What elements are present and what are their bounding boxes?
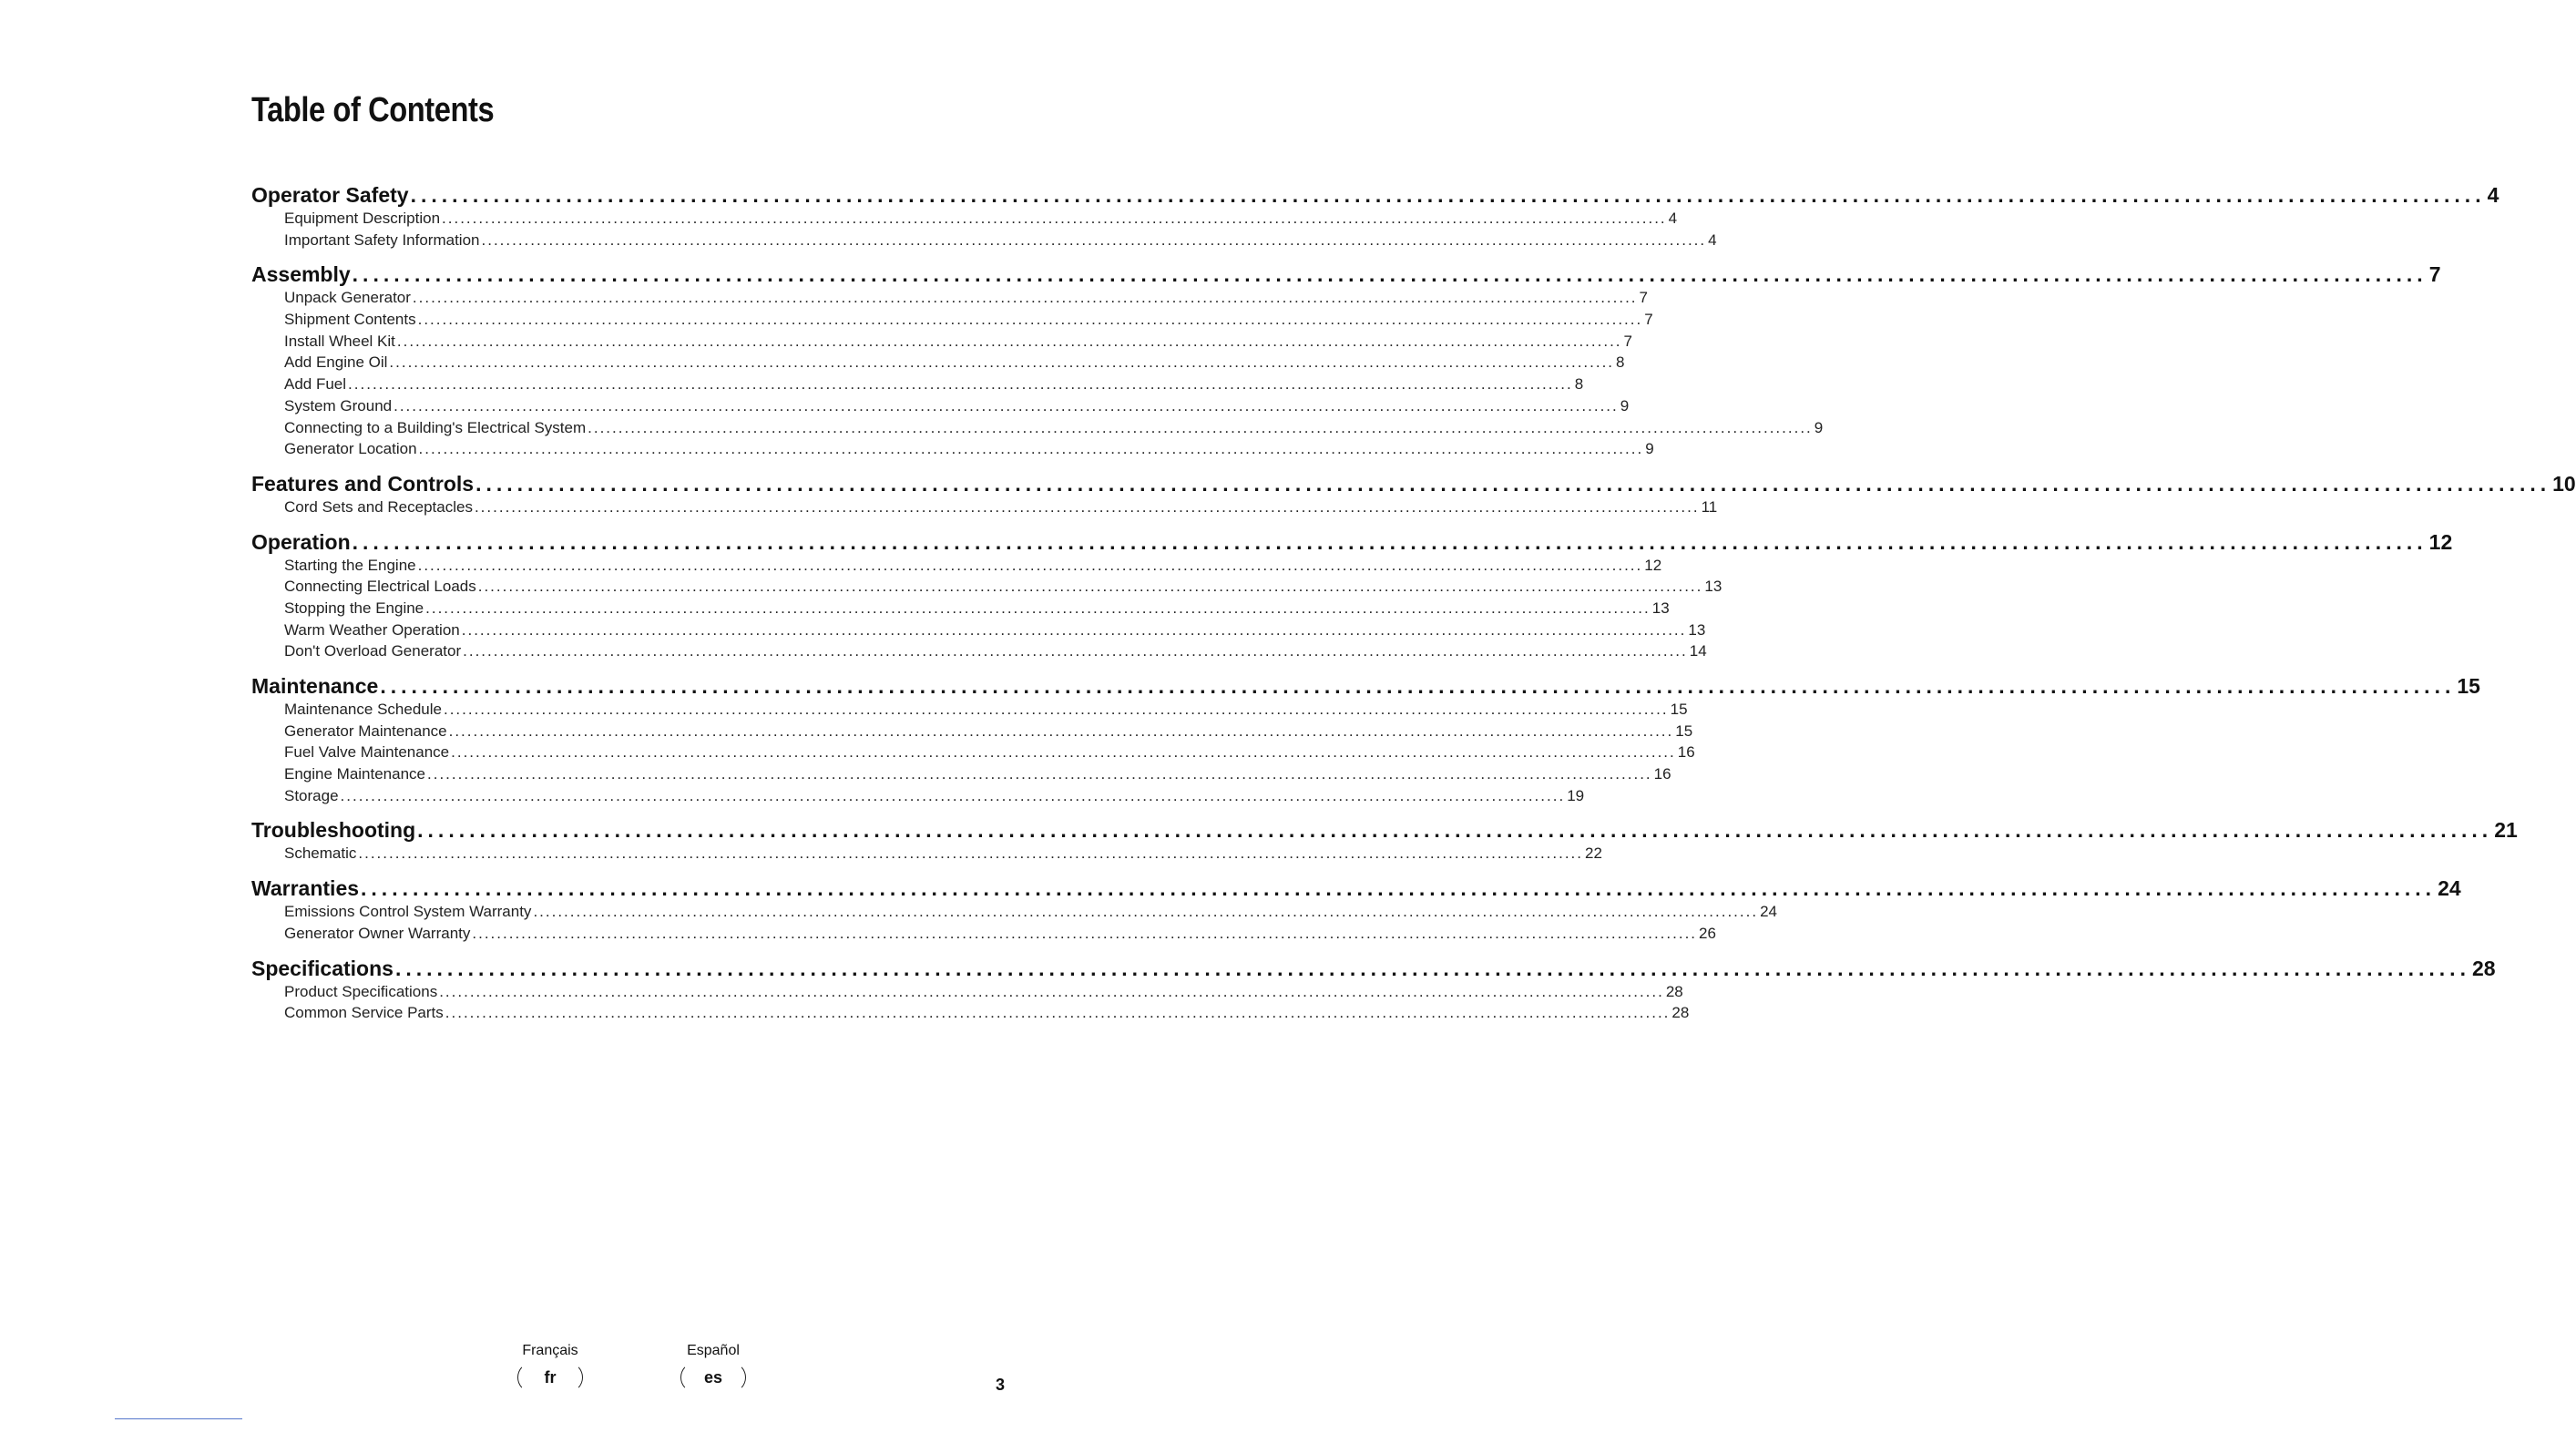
toc-entry-label: Emissions Control System Warranty: [284, 903, 532, 921]
toc-entry[interactable]: [251, 785, 1585, 807]
toc-entry-label: Warm Weather Operation: [284, 620, 460, 639]
dot-leader: ........................................................................................................................................................................................................: [410, 183, 2486, 207]
dot-leader: ........................................................................................................................................................................................................: [348, 375, 1573, 394]
dot-leader: ........................................................................................................................................................................................................: [396, 332, 1622, 350]
dot-leader: ........................................................................................................................................................................................................: [451, 743, 1676, 762]
toc-section-heading-page-number: 7: [2428, 262, 2441, 287]
toc-entry-label: Equipment Description: [284, 210, 441, 227]
toc-entry-page-number: 24: [1760, 903, 1777, 921]
toc-entry-page-number: 16: [1677, 743, 1695, 762]
dot-leader: ........................................................................................................................................................................................................: [461, 620, 1687, 639]
page-title: Table of Contents: [251, 91, 495, 129]
dot-leader: ........................................................................................................................................................................................................: [361, 876, 2437, 901]
toc-entry[interactable]: [251, 576, 1722, 598]
toc-section-heading-label: Operation: [251, 529, 351, 554]
toc-entry[interactable]: [251, 230, 1717, 251]
dot-leader: ........................................................................................................................................................................................................: [474, 497, 1700, 516]
toc-entry-page-number: 16: [1653, 765, 1671, 783]
toc-entry-label: Fuel Valve Maintenance: [284, 743, 450, 762]
toc-entry[interactable]: [251, 843, 1602, 865]
toc-section-heading-label: Specifications: [251, 956, 394, 980]
toc-entry-label: Connecting Electrical Loads: [284, 578, 476, 596]
toc-entry-label: Important Safety Information: [284, 230, 480, 249]
dot-leader: ........................................................................................................................................................................................................: [352, 529, 2428, 554]
dot-leader: ........................................................................................................................................................................................................: [463, 642, 1688, 660]
toc-section-heading-page-number: 10: [2552, 471, 2576, 496]
table-of-contents: [251, 182, 2576, 1035]
toc-section-heading[interactable]: [251, 817, 2518, 843]
toc-section: [251, 673, 2480, 806]
toc-entry-page-number: 7: [1623, 332, 1632, 350]
toc-section-heading-label: Features and Controls: [251, 471, 475, 496]
toc-entry[interactable]: [251, 374, 1584, 395]
toc-entry-label: Generator Maintenance: [284, 722, 447, 740]
toc-entry-label: Add Engine Oil: [284, 353, 388, 372]
toc-entry[interactable]: [251, 417, 1824, 439]
toc-section-heading-page-number: 4: [2487, 183, 2499, 207]
toc-section: [251, 471, 2576, 518]
toc-entry-page-number: 11: [1701, 497, 1718, 516]
toc-entry-page-number: 8: [1574, 375, 1584, 394]
toc-entry[interactable]: [251, 1002, 1690, 1024]
toc-entry-page-number: 28: [1665, 982, 1683, 1000]
dot-leader: ........................................................................................................................................................................................................: [417, 818, 2493, 843]
toc-entry-label: Don't Overload Generator: [284, 642, 462, 660]
toc-entry-page-number: 4: [1708, 230, 1717, 249]
toc-section-heading[interactable]: [251, 182, 2499, 208]
dot-leader: ........................................................................................................................................................................................................: [418, 440, 1644, 458]
toc-section-heading-page-number: 12: [2428, 529, 2453, 554]
toc-section: [251, 182, 2499, 251]
toc-entry-page-number: 13: [1688, 620, 1706, 639]
dot-leader: ........................................................................................................................................................................................................: [445, 1004, 1671, 1022]
toc-section-heading-page-number: 15: [2457, 674, 2480, 698]
toc-section-heading-label: Troubleshooting: [251, 818, 416, 843]
dot-leader: ........................................................................................................................................................................................................: [417, 556, 1643, 574]
language-label: Français: [522, 1343, 578, 1358]
toc-entry[interactable]: [251, 438, 1654, 460]
toc-entry-page-number: 9: [1645, 440, 1654, 458]
toc-entry-label: Stopping the Engine: [284, 599, 424, 617]
toc-entry-page-number: 15: [1675, 722, 1693, 740]
toc-entry-label: Unpack Generator: [284, 289, 411, 307]
toc-entry-label: Connecting to a Building's Electrical System: [284, 418, 587, 436]
dot-leader: ........................................................................................................................................................................................................: [475, 471, 2551, 496]
toc-entry-label: Engine Maintenance: [284, 765, 426, 783]
toc-section: [251, 875, 2461, 944]
dot-leader: ........................................................................................................................................................................................................: [472, 924, 1698, 942]
toc-entry-label: Common Service Parts: [284, 1004, 444, 1022]
toc-entry[interactable]: [251, 598, 1670, 619]
toc-entry-label: Add Fuel: [284, 375, 347, 394]
dot-leader: ........................................................................................................................................................................................................: [394, 956, 2470, 980]
toc-entry-page-number: 14: [1689, 642, 1707, 660]
toc-entry-page-number: 22: [1585, 844, 1602, 863]
toc-entry[interactable]: [251, 309, 1653, 331]
toc-section-heading-label: Warranties: [251, 876, 360, 901]
toc-entry-page-number: 28: [1671, 1004, 1690, 1022]
toc-entry[interactable]: [251, 208, 1678, 230]
toc-section-heading-label: Assembly: [251, 262, 351, 287]
dot-leader: ........................................................................................................................................................................................................: [412, 289, 1638, 307]
page-number: 3: [996, 1376, 1006, 1394]
toc-entry[interactable]: [251, 331, 1632, 353]
dot-leader: ........................................................................................................................................................................................................: [477, 578, 1703, 596]
dot-leader: ........................................................................................................................................................................................................: [340, 786, 1566, 804]
dot-leader: ........................................................................................................................................................................................................: [442, 210, 1667, 227]
toc-entry[interactable]: [251, 395, 1630, 417]
toc-entry-label: Shipment Contents: [284, 311, 416, 329]
toc-entry-label: Generator Location: [284, 440, 417, 458]
toc-section-heading-page-number: 21: [2494, 818, 2518, 843]
toc-entry[interactable]: [251, 901, 1777, 923]
dot-leader: ........................................................................................................................................................................................................: [481, 230, 1707, 249]
toc-entry-label: Storage: [284, 786, 339, 804]
toc-entry-page-number: 4: [1668, 210, 1678, 227]
toc-entry-label: Schematic: [284, 844, 357, 863]
toc-entry[interactable]: [251, 496, 1718, 518]
toc-section-heading-label: Maintenance: [251, 674, 379, 698]
toc-entry-page-number: 9: [1620, 396, 1630, 414]
toc-entry[interactable]: [251, 981, 1683, 1003]
toc-entry[interactable]: [251, 742, 1695, 763]
toc-section-heading[interactable]: [251, 673, 2480, 699]
toc-section-heading-page-number: 28: [2471, 956, 2496, 980]
toc-section: [251, 529, 2453, 662]
toc-entry-page-number: 19: [1567, 786, 1585, 804]
toc-entry-page-number: 13: [1651, 599, 1670, 617]
toc-section-heading[interactable]: [251, 956, 2496, 981]
toc-entry-label: Maintenance Schedule: [284, 701, 442, 718]
toc-section-heading-label: Operator Safety: [251, 183, 409, 207]
toc-entry-page-number: 7: [1639, 289, 1649, 307]
dot-leader: ........................................................................................................................................................................................................: [380, 674, 2456, 698]
language-link-spanish[interactable]: [677, 1343, 750, 1392]
toc-entry[interactable]: [251, 763, 1671, 785]
toc-section-heading[interactable]: [251, 875, 2461, 901]
toc-entry-label: Product Specifications: [284, 982, 438, 1000]
toc-entry[interactable]: [251, 640, 1707, 662]
toc-entry-label: Starting the Engine: [284, 556, 416, 574]
dot-leader: ........................................................................................................................................................................................................: [588, 418, 1813, 436]
toc-entry-page-number: 9: [1814, 418, 1824, 436]
dot-leader: ........................................................................................................................................................................................................: [352, 262, 2428, 287]
toc-entry-page-number: 8: [1616, 353, 1625, 372]
dot-leader: ........................................................................................................................................................................................................: [533, 903, 1759, 921]
toc-section: [251, 817, 2518, 865]
language-link-french[interactable]: [514, 1343, 587, 1392]
toc-entry[interactable]: [251, 721, 1693, 742]
toc-section-heading[interactable]: [251, 471, 2576, 496]
dot-leader: ........................................................................................................................................................................................................: [427, 765, 1652, 783]
language-code-badge[interactable]: fr: [517, 1363, 583, 1392]
toc-entry-label: Cord Sets and Receptacles: [284, 497, 473, 516]
toc-entry-page-number: 13: [1704, 578, 1722, 596]
toc-entry[interactable]: [251, 555, 1662, 577]
toc-section-heading[interactable]: [251, 529, 2453, 555]
dot-leader: ........................................................................................................................................................................................................: [439, 982, 1664, 1000]
dot-leader: ........................................................................................................................................................................................................: [394, 396, 1619, 414]
dot-leader: ........................................................................................................................................................................................................: [443, 701, 1669, 718]
toc-entry-label: System Ground: [284, 396, 393, 414]
toc-entry[interactable]: [251, 923, 1716, 945]
toc-entry[interactable]: [251, 287, 1649, 309]
toc-entry-page-number: 15: [1670, 701, 1688, 718]
dot-leader: ........................................................................................................................................................................................................: [448, 722, 1674, 740]
dot-leader: ........................................................................................................................................................................................................: [425, 599, 1651, 617]
dot-leader: ........................................................................................................................................................................................................: [358, 844, 1584, 863]
toc-entry-page-number: 7: [1644, 311, 1653, 329]
toc-entry-page-number: 12: [1644, 556, 1662, 574]
footer-divider: [115, 1418, 242, 1419]
toc-section-heading-page-number: 24: [2438, 876, 2461, 901]
toc-section: [251, 956, 2496, 1024]
dot-leader: ........................................................................................................................................................................................................: [417, 311, 1643, 329]
toc-entry[interactable]: [251, 352, 1625, 374]
toc-entry[interactable]: [251, 619, 1706, 641]
toc-section: [251, 261, 2441, 460]
toc-section-heading[interactable]: [251, 261, 2441, 287]
dot-leader: ........................................................................................................................................................................................................: [389, 353, 1615, 372]
toc-entry-page-number: 26: [1699, 924, 1716, 942]
language-code-badge[interactable]: es: [680, 1363, 746, 1392]
toc-entry-label: Generator Owner Warranty: [284, 924, 471, 942]
toc-entry[interactable]: [251, 699, 1688, 721]
toc-entry-label: Install Wheel Kit: [284, 332, 395, 350]
language-label: Español: [687, 1343, 740, 1358]
